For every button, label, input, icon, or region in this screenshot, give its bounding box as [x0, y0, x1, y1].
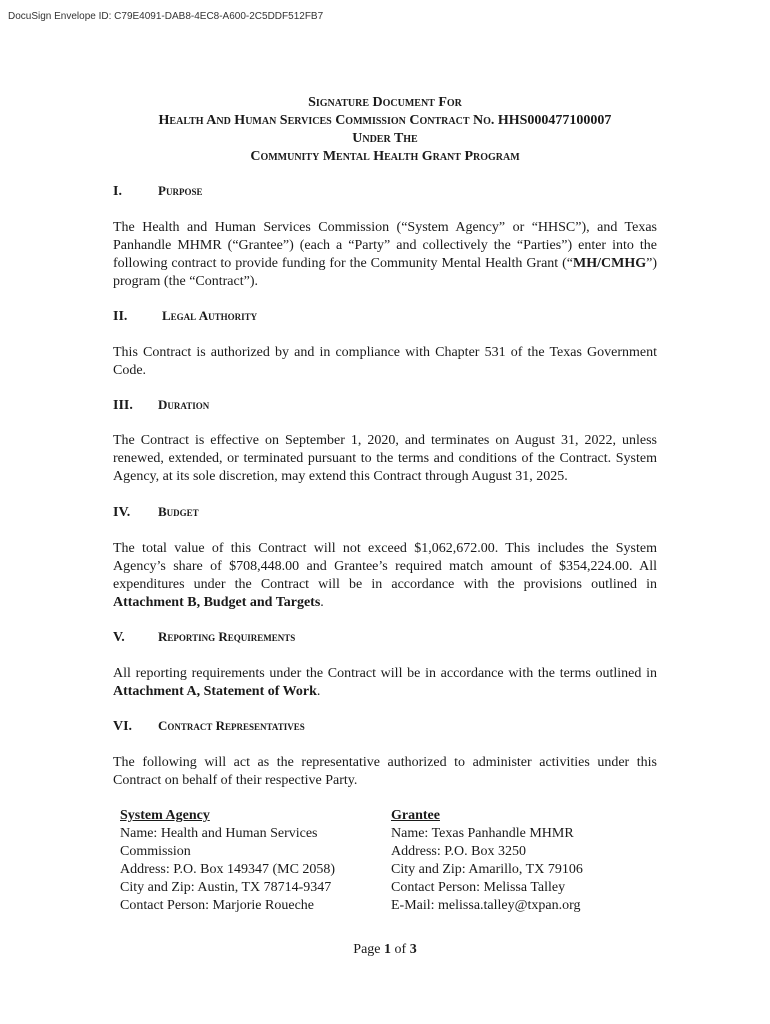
- title-line-3: Under The: [352, 131, 418, 146]
- section-heading-purpose: [113, 183, 202, 200]
- section-number: III.: [113, 398, 133, 413]
- reporting-text-end: .: [316, 684, 321, 699]
- document-title: [40, 94, 730, 166]
- budget-text-end: .: [320, 595, 324, 610]
- page-current: 1: [384, 942, 392, 957]
- system-agency-contact: Contact Person: Marjorie Roueche: [120, 898, 315, 913]
- page-of: of: [391, 942, 410, 957]
- section-name: Purpose: [158, 183, 203, 198]
- reporting-paragraph: [113, 665, 657, 701]
- system-agency-heading: System Agency: [120, 808, 210, 823]
- system-agency-address: Address: P.O. Box 149347 (MC 2058): [120, 862, 336, 877]
- system-agency-name-cont: Commission: [120, 844, 191, 859]
- grantee-heading: Grantee: [391, 808, 440, 823]
- grantee-city-zip: City and Zip: Amarillo, TX 79106: [391, 862, 583, 877]
- attachment-a-ref: Attachment A, Statement of Work: [113, 684, 317, 699]
- legal-paragraph: This Contract is authorized by and in compliance with Chapter 531 of the Texas Government Code.: [113, 345, 657, 378]
- system-agency-city-zip: City and Zip: Austin, TX 78714-9347: [120, 880, 332, 895]
- title-line-4: Community Mental Health Grant Program: [250, 149, 520, 164]
- section-number: IV.: [113, 505, 131, 520]
- reporting-text: All reporting requirements under the Contract will be in accordance with the terms outlined in: [113, 666, 657, 681]
- title-line-2: Health And Human Services Commission Contract No. HHS000477100007: [158, 113, 612, 128]
- budget-text: The total value of this Contract will not exceed $1,062,672.00. This includes the System Agency’s share of $708,448.00 and Grantee’s required match amount of $354,224.00. All expenditures under the Contract will be in accordance with the provisions outlined in: [113, 541, 657, 592]
- title-line-1: Signature Document For: [308, 95, 462, 110]
- section-name: Reporting Requirements: [158, 629, 296, 644]
- section-number: VI.: [113, 719, 133, 734]
- purpose-text-end: ”) program (the “Contract”).: [113, 256, 657, 289]
- section-heading-representatives: [113, 718, 305, 735]
- section-heading-reporting: [113, 629, 295, 646]
- section-heading-duration: [113, 397, 209, 414]
- budget-paragraph: [113, 540, 657, 612]
- representatives-paragraph: The following will act as the representative authorized to administer activities under this Contract on behalf of their respective Party.: [113, 755, 657, 788]
- system-agency-name: Name: Health and Human Services: [120, 826, 318, 841]
- section-number: V.: [113, 630, 125, 645]
- section-name: Contract Representatives: [158, 718, 305, 733]
- section-name: Legal Authority: [162, 308, 258, 323]
- section-heading-legal: [113, 308, 257, 325]
- duration-paragraph: The Contract is effective on September 1, 2020, and terminates on August 31, 2022, unless renewed, extended, or terminated pursuant to the terms and conditions of the Contract. System Agency, at its sole discretion, may extend this Contract through August 31, 2025.: [113, 433, 657, 484]
- page-total: 3: [409, 942, 417, 957]
- attachment-b-ref: Attachment B, Budget and Targets: [113, 595, 321, 610]
- purpose-paragraph: [113, 219, 657, 291]
- section-number: I.: [113, 184, 122, 199]
- section-heading-budget: [113, 504, 199, 521]
- section-name: Budget: [158, 504, 199, 519]
- grantee-address: Address: P.O. Box 3250: [391, 844, 526, 859]
- section-name: Duration: [158, 397, 210, 412]
- purpose-text: The Health and Human Services Commission (“System Agency” or “HHSC”), and Texas Panhandle MHMR (“Grantee”) (each a “Party” and collectively the “Parties”) enter into the following contract to provide funding for the Community Mental Health Grant (“: [113, 220, 657, 271]
- grantee-block: [391, 807, 583, 915]
- page-label: Page: [353, 942, 385, 957]
- envelope-id: DocuSign Envelope ID: C79E4091-DAB8-4EC8-A600-2C5DDF512FB7: [8, 11, 324, 22]
- system-agency-block: [120, 807, 335, 915]
- page-number: [0, 942, 770, 958]
- grantee-contact: Contact Person: Melissa Talley: [391, 880, 566, 895]
- section-number: II.: [113, 309, 128, 324]
- program-abbrev: MH/CMHG: [573, 256, 647, 271]
- grantee-name: Name: Texas Panhandle MHMR: [391, 826, 574, 841]
- grantee-email: E-Mail: melissa.talley@txpan.org: [391, 898, 581, 913]
